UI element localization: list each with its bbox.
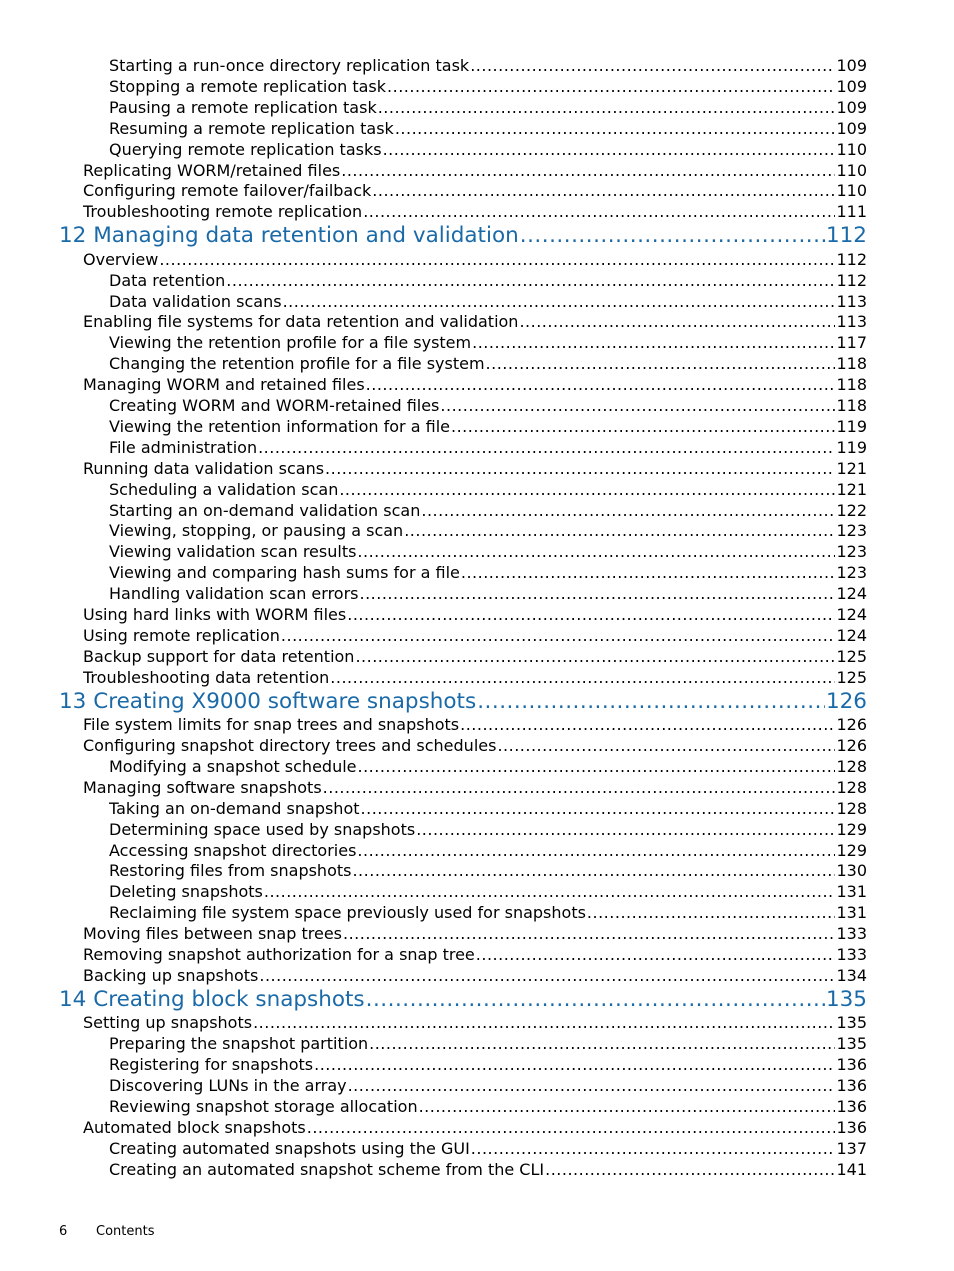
toc-entry[interactable] [109,139,867,160]
dot-leader [378,97,836,118]
toc-entry[interactable] [109,583,867,604]
toc-entry-page: 136 [836,1055,867,1075]
toc-chapter-entry[interactable] [59,687,867,716]
toc-entry-page: 125 [836,667,867,687]
toc-entry-title: File administration [109,437,258,457]
dot-leader [357,541,835,562]
dot-leader [383,139,836,160]
toc-entry-title: Registering for snapshots [109,1055,314,1075]
toc-entry-title: Modifying a snapshot schedule [109,756,357,776]
toc-entry-title: Viewing, stopping, or pausing a scan [109,521,404,541]
toc-entry[interactable] [109,416,867,437]
dot-leader [461,562,836,583]
dot-leader [343,923,835,944]
toc-entry-title: Backing up snapshots [83,965,259,985]
toc-entry-page: 126 [836,715,867,735]
toc-entry[interactable] [109,76,867,97]
dot-leader [283,291,836,312]
toc-entry[interactable] [109,97,867,118]
toc-entry[interactable] [109,479,867,500]
toc-entry[interactable] [83,1012,867,1033]
dot-leader [520,221,825,250]
toc-entry[interactable] [83,604,867,625]
toc-entry-title: Viewing the retention information for a file [109,416,450,436]
toc-entry-title: Viewing validation scan results [109,542,357,562]
toc-entry[interactable] [83,646,867,667]
toc-entry-title: Removing snapshot authorization for a snap tree [83,945,475,964]
toc-entry-page: 128 [836,798,867,818]
toc-entry[interactable] [83,714,867,735]
dot-leader [355,646,835,667]
toc-entry-title: Enabling file systems for data retention and validation [83,312,519,332]
toc-entry-title: Querying remote replication tasks [109,139,382,159]
toc-entry-title: Changing the retention profile for a file system [109,354,485,374]
toc-entry-title: Starting a run-once directory replication task [109,56,470,75]
toc-entry[interactable] [83,201,867,222]
toc-entry-page: 112 [836,249,867,269]
toc-entry-title: Creating an automated snapshot scheme from the CLI [109,1159,545,1179]
dot-leader [259,965,835,986]
toc-entry[interactable] [109,902,867,923]
toc-entry-page: 113 [836,291,867,311]
toc-entry-page: 123 [836,542,867,562]
toc-entry[interactable] [109,55,867,76]
toc-entry-title: Accessing snapshot directories [109,840,357,860]
toc-entry-page: 112 [825,223,867,249]
dot-leader [307,1117,836,1138]
dot-leader [253,1012,835,1033]
toc-entry-title: Preparing the snapshot partition [109,1034,369,1054]
dot-leader [477,687,825,716]
dot-leader [366,374,836,395]
toc-entry[interactable] [83,180,867,201]
dot-leader [476,944,836,965]
dot-leader [330,667,835,688]
toc-entry-page: 126 [825,688,867,714]
toc-entry[interactable] [83,160,867,181]
toc-entry-title: Determining space used by snapshots [109,819,416,839]
dot-leader [352,860,835,881]
toc-entry-page: 136 [836,1076,867,1095]
toc-entry-title: Using hard links with WORM files [83,605,347,624]
toc-entry-title: 13 Creating X9000 software snapshots [59,688,477,714]
toc-entry-page: 124 [836,605,867,624]
toc-entry[interactable] [109,332,867,353]
toc-entry-title: Managing software snapshots [83,777,322,797]
toc-entry[interactable] [109,353,867,374]
dot-leader [348,1075,836,1096]
dot-leader [360,583,836,604]
toc-entry[interactable] [109,1138,867,1159]
toc-entry[interactable] [83,625,867,646]
toc-entry-title: Troubleshooting remote replication [83,202,363,222]
toc-entry-title: Overview [83,249,159,269]
toc-entry[interactable] [109,860,867,881]
dot-leader [347,604,835,625]
toc-entry[interactable] [109,756,867,777]
toc-entry-page: 109 [836,76,867,96]
toc-entry-title: Data retention [109,270,226,290]
toc-entry-title: Resuming a remote replication task [109,118,394,138]
toc-entry[interactable] [109,291,867,312]
toc-entry[interactable] [83,777,867,798]
toc-entry-page: 135 [836,1034,867,1054]
toc-entry-title: Running data validation scans [83,458,325,478]
toc-entry-page: 141 [836,1159,867,1179]
toc-entry-page: 117 [836,333,867,353]
toc-entry[interactable] [109,798,867,819]
toc-entry[interactable] [83,311,867,332]
toc-entry[interactable] [109,520,867,541]
toc-entry-page: 128 [836,756,867,776]
toc-entry-title: Configuring snapshot directory trees and schedules [83,736,497,755]
toc-entry-page: 113 [836,312,867,332]
dot-leader [325,458,835,479]
toc-entry[interactable] [109,437,867,458]
toc-entry-page: 134 [836,965,867,985]
dot-leader [387,76,835,97]
toc-entry-title: Using remote replication [83,625,280,645]
toc-entry-page: 119 [836,416,867,436]
dot-leader [416,819,835,840]
toc-entry-page: 129 [836,819,867,839]
footer-section-label: Contents [96,1224,155,1239]
toc-entry[interactable] [109,541,867,562]
toc-entry-title: Deleting snapshots [109,882,263,902]
toc-entry[interactable] [83,944,867,965]
dot-leader [451,416,835,437]
toc-entry-title: 14 Creating block snapshots [59,986,365,1012]
toc-entry-title: Creating automated snapshots using the GUI [109,1138,470,1158]
toc-entry[interactable] [109,840,867,861]
toc-entry-title: Viewing the retention profile for a file system [109,333,472,353]
toc-entry-page: 129 [836,840,867,860]
toc-entry-title: Creating WORM and WORM-retained files [109,396,440,415]
toc-entry-page: 109 [836,56,867,75]
toc-entry-title: Managing WORM and retained files [83,375,365,395]
toc-entry-title: Configuring remote failover/failback [83,181,372,201]
toc-entry-title: Replicating WORM/retained files [83,160,341,180]
toc-entry-page: 123 [836,563,867,583]
dot-leader [339,479,835,500]
toc-entry-title: Pausing a remote replication task [109,97,377,117]
toc-entry[interactable] [83,374,867,395]
toc-entry-page: 118 [836,396,867,415]
dot-leader [341,160,835,181]
dot-leader [258,437,835,458]
dot-leader [404,520,835,541]
dot-leader [545,1159,835,1180]
dot-leader [470,55,835,76]
toc-entry[interactable] [109,118,867,139]
dot-leader [264,881,836,902]
dot-leader [357,840,835,861]
toc-entry-page: 122 [836,500,867,520]
dot-leader [372,180,835,201]
toc-entry-page: 125 [836,646,867,666]
dot-leader [366,985,825,1014]
dot-leader [314,1054,835,1075]
toc-entry-page: 112 [836,270,867,290]
dot-leader [440,395,835,416]
dot-leader [358,756,836,777]
toc-entry-title: Viewing and comparing hash sums for a file [109,563,460,583]
toc-entry-page: 121 [836,458,867,478]
toc-entry-page: 131 [836,903,867,923]
toc-entry-title: 12 Managing data retention and validation [59,223,519,249]
toc-entry-title: Data validation scans [109,291,282,311]
toc-entry-page: 133 [836,924,867,944]
toc-entry[interactable] [109,1159,867,1180]
toc-entry-page: 126 [836,736,867,755]
dot-leader [472,332,835,353]
dot-leader [497,735,835,756]
toc-entry-title: Scheduling a validation scan [109,479,339,499]
toc-entry[interactable] [83,735,867,756]
toc-entry-page: 133 [836,945,867,964]
toc-entry-title: Setting up snapshots [83,1013,253,1033]
toc-entry[interactable] [109,1054,867,1075]
toc-entry-title: Handling validation scan errors [109,584,359,604]
dot-leader [363,201,835,222]
toc-entry-title: Backup support for data retention [83,646,355,666]
toc-chapter-entry[interactable] [59,221,867,250]
toc-entry-page: 124 [836,625,867,645]
toc-entry-page: 111 [836,202,867,222]
toc-entry-page: 128 [836,777,867,797]
toc-entry-title: Automated block snapshots [83,1117,306,1137]
toc-entry-title: Moving files between snap trees [83,924,342,944]
dot-leader [226,270,835,291]
toc-entry-title: Starting an on-demand validation scan [109,500,421,520]
toc-entry[interactable] [83,249,867,270]
dot-leader [419,1096,836,1117]
toc-entry[interactable] [83,965,867,986]
toc-entry[interactable] [109,395,867,416]
toc-entry[interactable] [83,923,867,944]
toc-entry[interactable] [109,270,867,291]
toc-entry[interactable] [109,562,867,583]
dot-leader [361,798,836,819]
toc-entry-page: 131 [836,882,867,902]
dot-leader [587,902,836,923]
toc-entry[interactable] [109,500,867,521]
toc-entry-page: 135 [825,986,867,1012]
toc-entry-title: Reclaiming file system space previously used for snapshots [109,903,586,923]
toc-entry[interactable] [109,1096,867,1117]
toc-entry-page: 130 [836,861,867,881]
dot-leader [323,777,836,798]
toc-entry-page: 118 [836,354,867,374]
toc-entry-page: 109 [836,118,867,138]
toc-entry[interactable] [109,881,867,902]
toc-entry-title: Troubleshooting data retention [83,667,330,687]
toc-entry-page: 124 [836,584,867,604]
dot-leader [395,118,836,139]
toc-entry-page: 135 [836,1013,867,1033]
footer-page-number: 6 [59,1224,68,1239]
dot-leader [159,249,835,270]
toc-entry-page: 110 [836,160,867,180]
toc-entry-page: 110 [836,139,867,159]
dot-leader [421,500,835,521]
toc-entry[interactable] [83,667,867,688]
toc-entry-page: 119 [836,437,867,457]
toc-entry-title: Restoring files from snapshots [109,861,352,881]
dot-leader [460,714,835,735]
toc-entry-page: 121 [836,479,867,499]
dot-leader [519,311,835,332]
toc-entry[interactable] [83,458,867,479]
dot-leader [471,1138,836,1159]
toc-entry-page: 110 [836,181,867,201]
toc-entry-title: File system limits for snap trees and snapshots [83,715,460,735]
toc-entry-title: Discovering LUNs in the array [109,1076,347,1095]
toc-entry-title: Reviewing snapshot storage allocation [109,1096,418,1116]
toc-entry[interactable] [83,1117,867,1138]
toc-entry[interactable] [109,1075,867,1096]
toc-entry[interactable] [109,819,867,840]
toc-entry[interactable] [109,1033,867,1054]
toc-entry-page: 118 [836,375,867,395]
toc-entry-page: 123 [836,521,867,541]
dot-leader [369,1033,835,1054]
toc-entry-title: Stopping a remote replication task [109,76,387,96]
toc-entry-page: 109 [836,97,867,117]
toc-entry-page: 136 [836,1096,867,1116]
toc-chapter-entry[interactable] [59,985,867,1014]
toc-entry-page: 137 [836,1138,867,1158]
dot-leader [281,625,836,646]
toc-entry-title: Taking an on-demand snapshot [109,798,360,818]
toc-entry-page: 136 [836,1117,867,1137]
dot-leader [486,353,836,374]
